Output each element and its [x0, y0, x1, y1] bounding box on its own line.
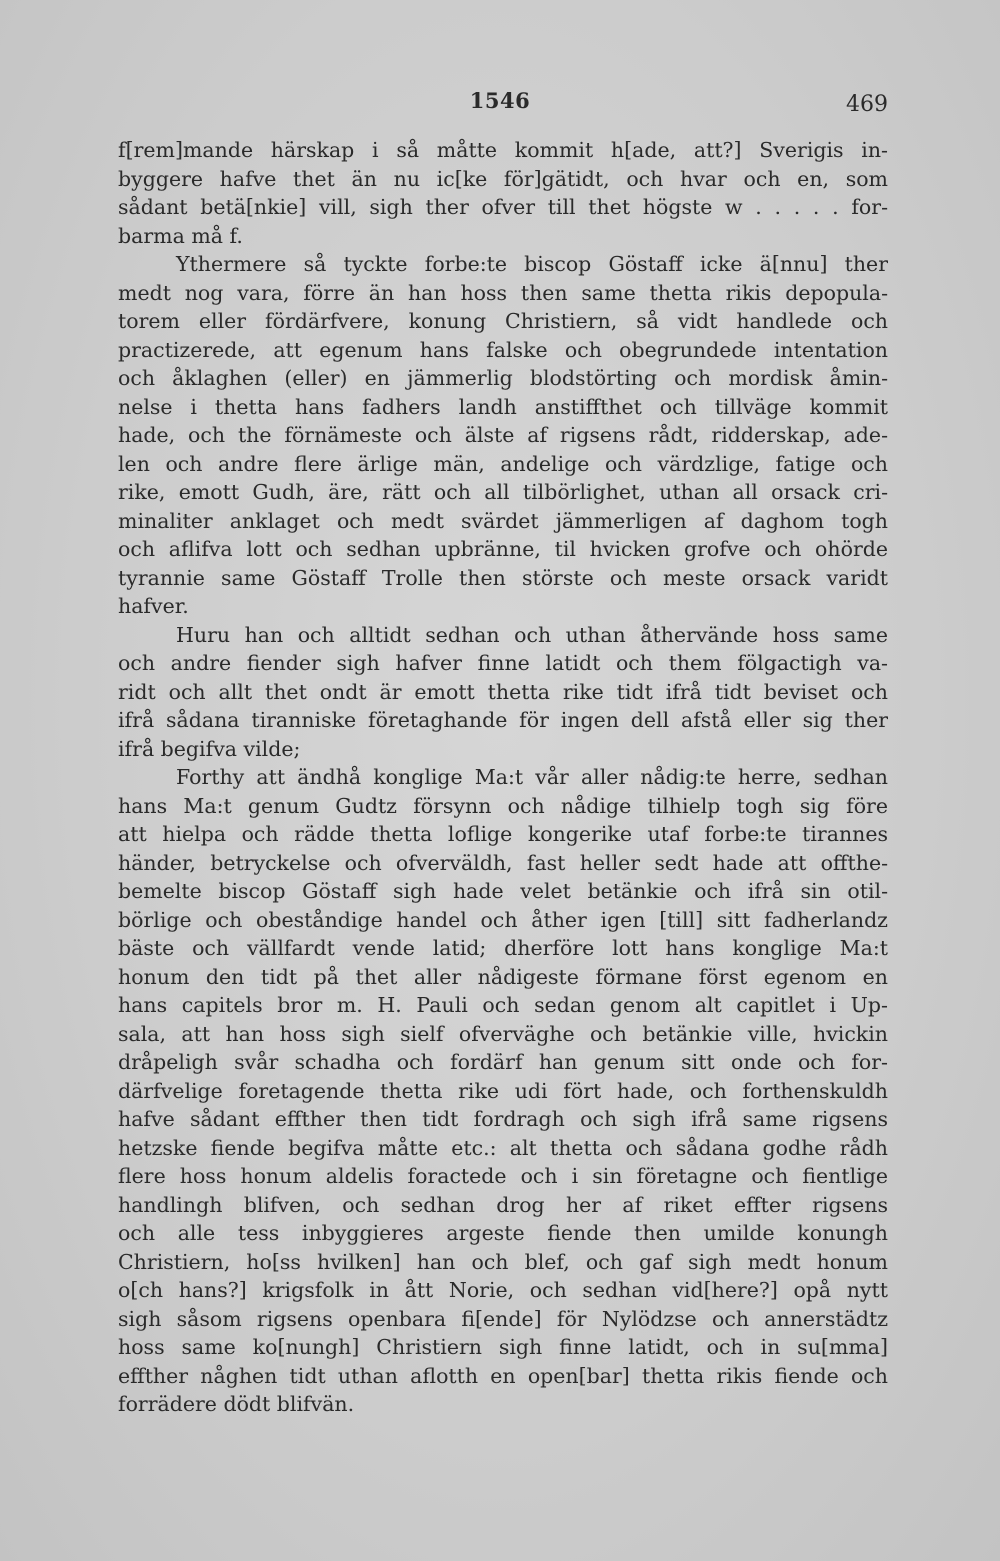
text-line: tyrannie same Göstaff Trolle then störste och meste orsack varidt — [118, 565, 888, 590]
text-line: torem eller fördärfvere, konung Christiern, så vidt handlede och — [118, 309, 888, 333]
text-line: sala, att han hoss sigh sielf ofverväghe och betänkie ville, hvickin — [118, 1021, 888, 1046]
text-line: hans capitels bror m. H. Pauli och sedan genom alt capitlet i Up- — [118, 993, 888, 1017]
text-line: Huru han och alltidt sedhan och uthan åthervände hoss same — [176, 622, 888, 647]
text-line: ifrå sådana tiranniske företaghande för ingen dell afstå eller sig ther — [118, 708, 888, 732]
text-line: len och andre flere ärlige män, andelige och värdzlige, fatige och — [118, 451, 888, 476]
text-line: börlige och obeståndige handel och åther igen [till] sitt fadherlandz — [118, 907, 888, 932]
text-line: Christiern, ho[ss hvilken] han och blef, och gaf sigh medt honum — [118, 1249, 888, 1274]
text-line: sådant betä[nkie] vill, sigh ther ofver till thet högste w . . . . . for- — [118, 195, 888, 219]
text-line: effther någhen tidt uthan aflotth en open[bar] thetta rikis fiende och — [118, 1363, 888, 1388]
text-line: bemelte biscop Göstaff sigh hade velet betänkie och ifrå sin otil- — [118, 879, 888, 903]
text-line: och andre fiender sigh hafver finne latidt och them fölgactigh va- — [118, 651, 888, 675]
page-number: 469 — [846, 92, 888, 117]
text-line: ifrå begifva vilde; — [118, 736, 301, 761]
running-head-year: 1546 — [469, 88, 531, 113]
text-line: och alle tess inbyggieres argeste fiende then umilde konungh — [118, 1221, 888, 1245]
text-line: därfvelige foretagende thetta rike udi fört hade, och forthenskuldh — [118, 1078, 888, 1103]
text-line: händer, betryckelse och ofverväldh, fast heller sedt hade att offthe- — [118, 850, 888, 875]
text-line: att hielpa och rädde thetta loflige kongerike utaf forbe:te tirannes — [118, 822, 888, 846]
text-line: hafve sådant effther then tidt fordragh och sigh ifrå same rigsens — [118, 1107, 888, 1131]
text-line: o[ch hans?] krigsfolk in ått Norie, och sedhan vid[here?] opå nytt — [118, 1278, 888, 1302]
text-line: hade, och the förnämeste och älste af rigsens rådt, ridderskap, ade- — [118, 423, 888, 447]
text-line: minaliter anklaget och medt svärdet jämmerligen af daghom togh — [118, 508, 888, 533]
text-line: byggere hafve thet än nu ic[ke för]gätidt, och hvar och en, som — [118, 166, 888, 191]
text-line: hans Ma:t genum Gudtz försynn och nådige tilhielp togh sig före — [118, 793, 888, 818]
text-line: bäste och vällfardt vende latid; dherföre lott hans konglige Ma:t — [118, 936, 888, 960]
text-line: forrädere dödt blifvän. — [118, 1392, 355, 1416]
text-line: flere hoss honum aldelis foractede och i sin företagne och fientlige — [118, 1164, 888, 1188]
text-line: rike, emott Gudh, äre, rätt och all tilbörlighet, uthan all orsack cri- — [118, 480, 888, 504]
text-line: medt nog vara, förre än han hoss then same thetta rikis depopula- — [118, 280, 888, 305]
text-line: Ythermere så tyckte forbe:te biscop Göstaff icke ä[nnu] ther — [176, 252, 888, 276]
text-line: hetzske fiende begifva måtte etc.: alt thetta och sådana godhe rådh — [118, 1135, 888, 1160]
text-line: nelse i thetta hans fadhers landh anstiffthet och tillväge kommit — [118, 394, 888, 419]
text-line: practizerede, att egenum hans falske och obegrundede intentation — [118, 337, 888, 362]
text-line: och aflifva lott och sedhan upbränne, til hvicken grofve och ohörde — [118, 537, 888, 561]
text-line: honum den tidt på thet aller nådigeste förmane först egenom en — [118, 964, 888, 989]
text-line: sigh såsom rigsens openbara fi[ende] för Nylödzse och annerstädtz — [118, 1306, 888, 1331]
text-line: och åklaghen (eller) en jämmerlig blodstörting och mordisk åmin- — [118, 366, 888, 390]
text-line: handlingh blifven, och sedhan drog her af riket effter rigsens — [118, 1192, 888, 1217]
text-line: f[rem]mande härskap i så måtte kommit h[ade, att?] Sverigis in- — [118, 138, 888, 162]
text-line: hafver. — [118, 594, 189, 618]
text-line: hoss same ko[nungh] Christiern sigh finne latidt, och in su[mma] — [118, 1335, 888, 1359]
text-line: ridt och allt thet ondt är emott thetta rike tidt ifrå tidt beviset och — [118, 679, 888, 704]
text-line: Forthy att ändhå konglige Ma:t vår aller nådig:te herre, sedhan — [176, 765, 888, 789]
text-line: dråpeligh svår schadha och fordärf han genum sitt onde och for- — [118, 1050, 888, 1074]
text-line: barma må f. — [118, 223, 243, 248]
body-text — [118, 136, 888, 1419]
